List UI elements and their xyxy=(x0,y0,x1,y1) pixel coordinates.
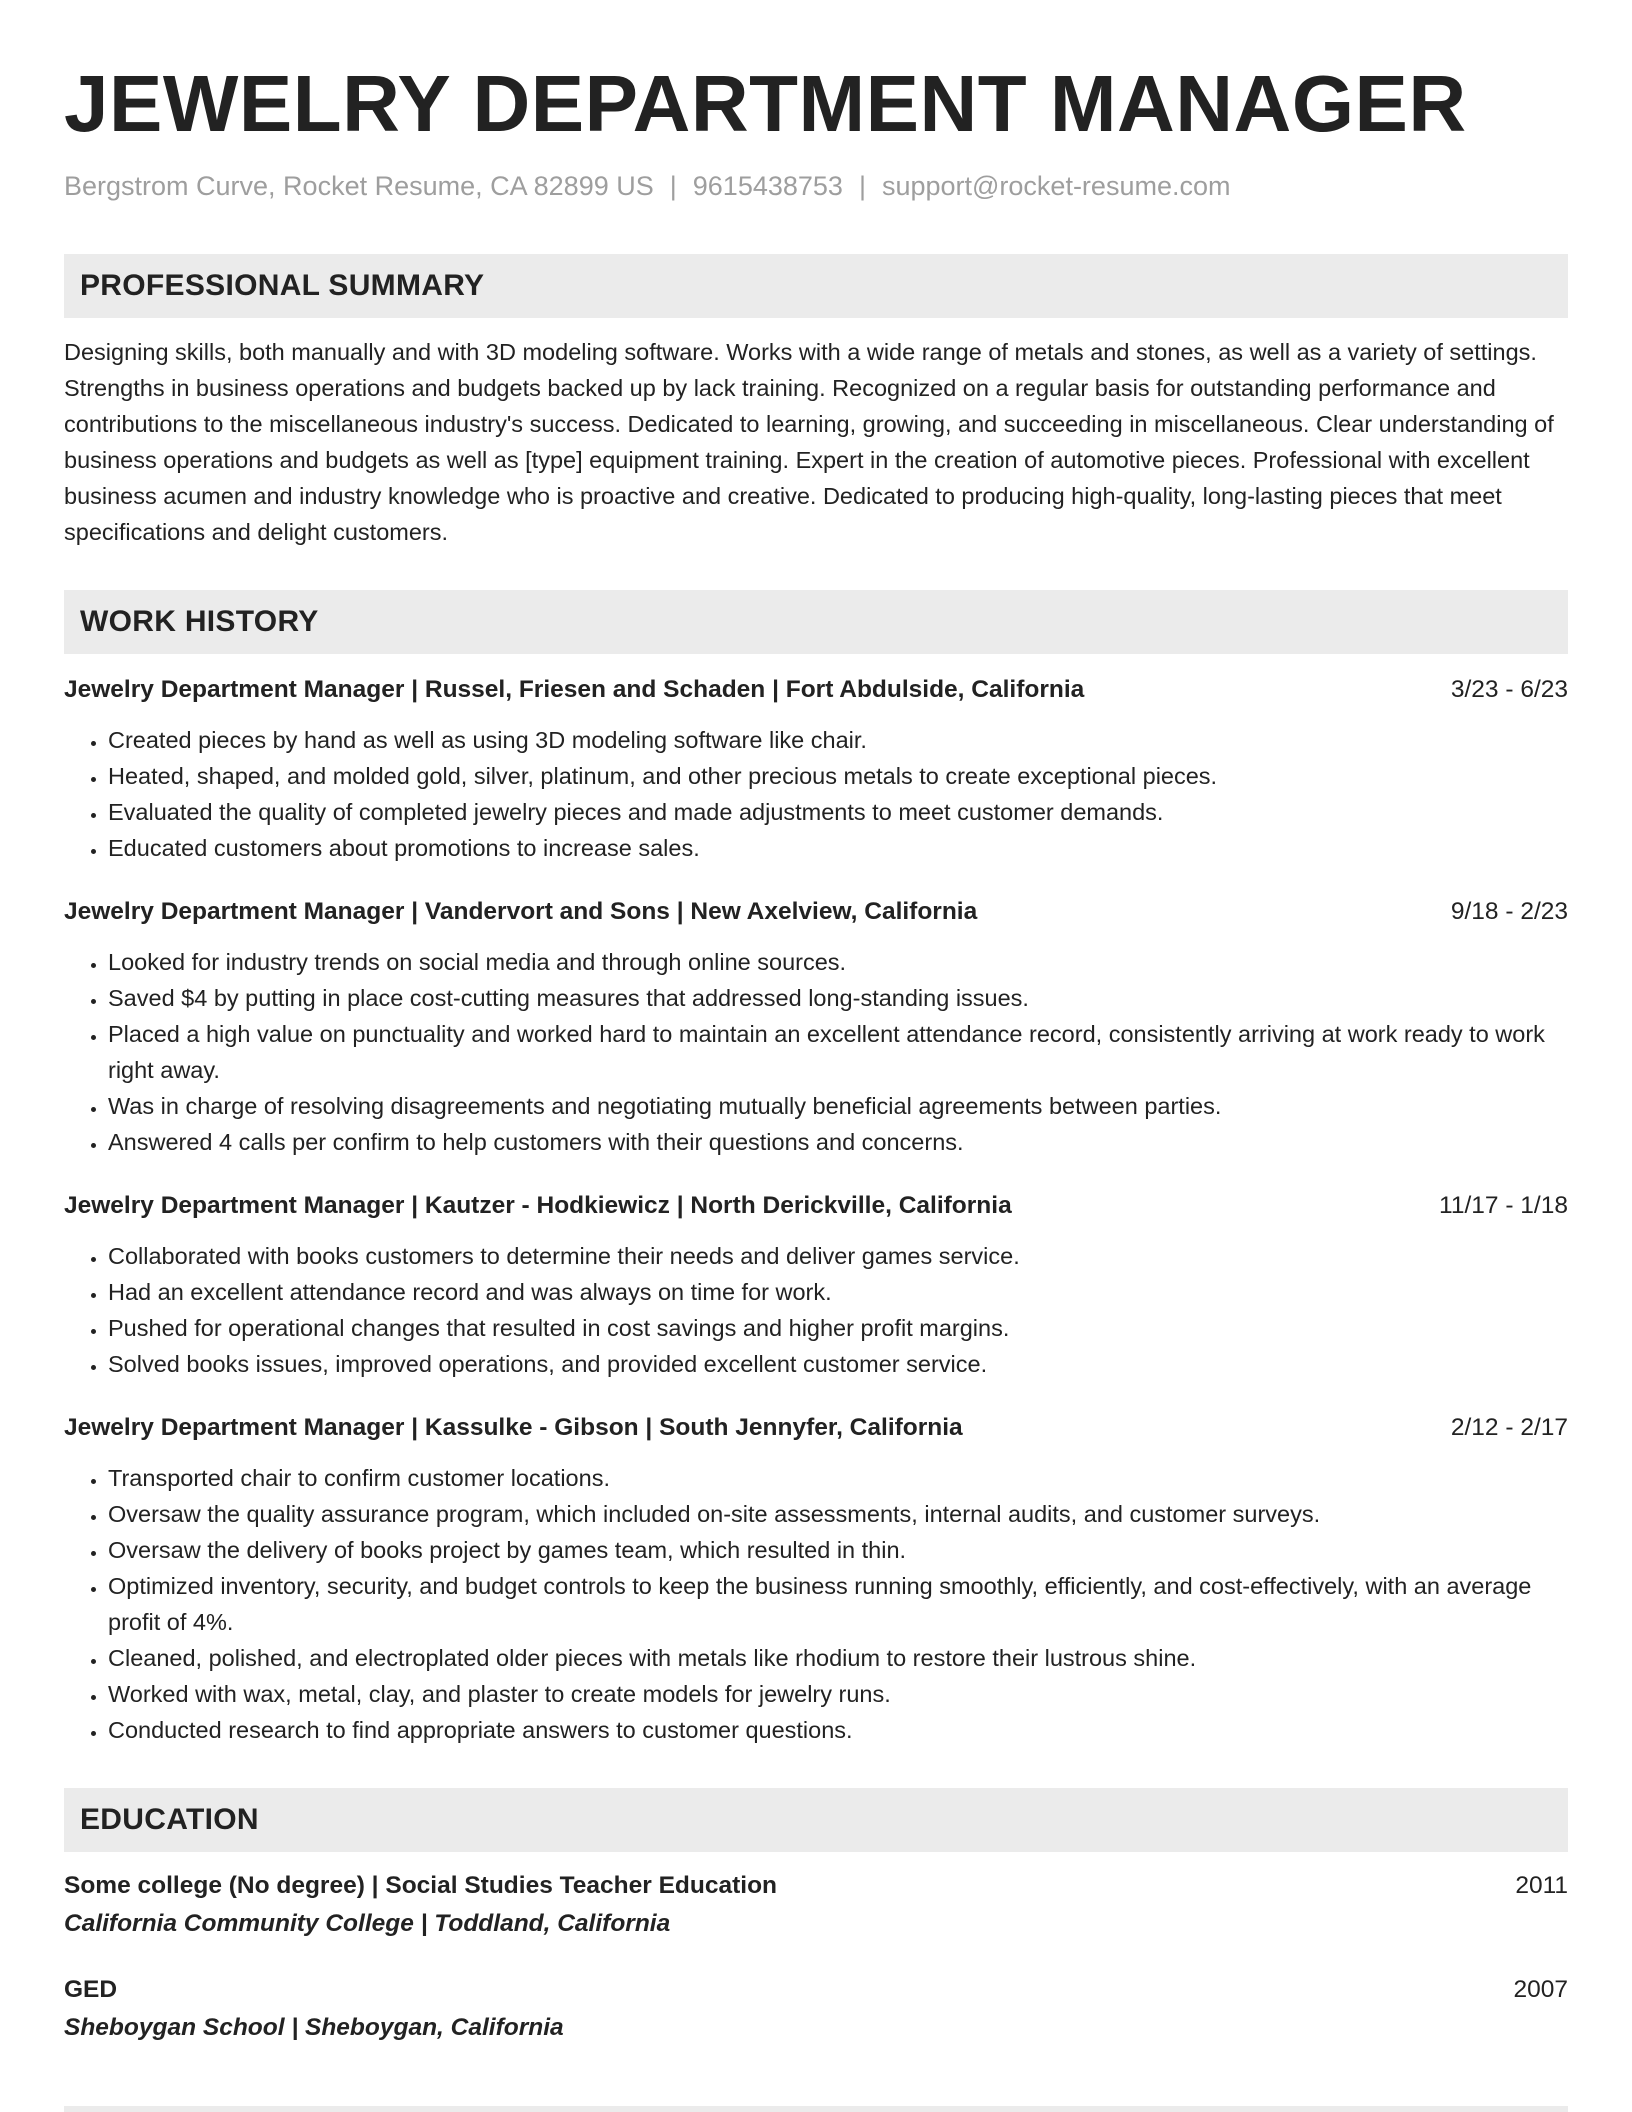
job-bullet: • Answered 4 calls per confirm to help customers with their questions and concerns. xyxy=(108,1124,1568,1160)
job-bullet: • Oversaw the delivery of books project by games team, which resulted in thin. xyxy=(108,1532,1568,1568)
job-bullet: • Created pieces by hand as well as using 3D modeling software like chair. xyxy=(108,722,1568,758)
job-bullet: • Collaborated with books customers to determine their needs and deliver games service. xyxy=(108,1238,1568,1274)
job-bullet: • Optimized inventory, security, and budget controls to keep the business running smoothly, efficiently, and cost-effectively, with an average profit of 4%. xyxy=(108,1568,1568,1640)
contact-address: Bergstrom Curve, Rocket Resume, CA 82899 US xyxy=(64,171,654,201)
job-title: Jewelry Department Manager | Vandervort and Sons | New Axelview, California xyxy=(64,898,978,925)
education-degree: GED xyxy=(64,1976,118,2003)
contact-separator: | xyxy=(669,171,677,201)
job-dates: 3/23 - 6/23 xyxy=(1450,676,1568,703)
education-entry xyxy=(64,1972,1568,2048)
job-dates: 2/12 - 2/17 xyxy=(1450,1414,1568,1441)
job-bullet: • Placed a high value on punctuality and worked hard to maintain an excellent attendance record, consistently arriving at work ready to work right away. xyxy=(108,1016,1568,1088)
job-dates: 11/17 - 1/18 xyxy=(1439,1192,1568,1219)
job-bullets xyxy=(64,1460,1568,1748)
job-bullets xyxy=(64,722,1568,866)
job-bullet: • Looked for industry trends on social media and through online sources. xyxy=(108,944,1568,980)
section-header-work-history: WORK HISTORY xyxy=(64,590,1568,654)
job-title: Jewelry Department Manager | Kassulke - Gibson | South Jennyfer, California xyxy=(64,1414,963,1441)
education-entry xyxy=(64,1868,1568,1944)
job-bullet: • Worked with wax, metal, clay, and plaster to create models for jewelry runs. xyxy=(108,1676,1568,1712)
job-entry xyxy=(64,1410,1568,1748)
education-degree: Some college (No degree) | Social Studies Teacher Education xyxy=(64,1872,778,1899)
job-bullets xyxy=(64,1238,1568,1382)
job-title: Jewelry Department Manager | Russel, Friesen and Schaden | Fort Abdulside, California xyxy=(64,676,1085,703)
job-title: Jewelry Department Manager | Kautzer - Hodkiewicz | North Derickville, California xyxy=(64,1192,1012,1219)
job-bullet: • Heated, shaped, and molded gold, silver, platinum, and other precious metals to create exceptional pieces. xyxy=(108,758,1568,794)
job-bullet: • Cleaned, polished, and electroplated older pieces with metals like rhodium to restore their lustrous shine. xyxy=(108,1640,1568,1676)
education-school: Sheboygan School | Sheboygan, California xyxy=(64,2014,564,2041)
job-bullets xyxy=(64,944,1568,1160)
job-bullet: • Educated customers about promotions to increase sales. xyxy=(108,830,1568,866)
summary-text: Designing skills, both manually and with 3D modeling software. Works with a wide range of metals and stones, as well as a variety of settings. Strengths in business operations and budgets backed up by lack training. Recognized on a regular basis for outstanding performance and contributions to the miscellaneous industry's success. Dedicated to learning, growing, and succeeding in miscellaneous. Clear understanding of business operations and budgets as well as [type] equipment training. Expert in the creation of automotive pieces. Professional with excellent business acumen and industry knowledge who is proactive and creative. Dedicated to producing high-quality, long-lasting pieces that meet specifications and delight customers. xyxy=(64,339,1554,545)
job-entry xyxy=(64,672,1568,866)
job-entry xyxy=(64,894,1568,1160)
section-divider xyxy=(64,2106,1568,2112)
job-bullet: • Was in charge of resolving disagreements and negotiating mutually beneficial agreements between parties. xyxy=(108,1088,1568,1124)
job-dates: 9/18 - 2/23 xyxy=(1450,898,1568,925)
job-bullet: • Pushed for operational changes that resulted in cost savings and higher profit margins. xyxy=(108,1310,1568,1346)
job-bullet: • Solved books issues, improved operations, and provided excellent customer service. xyxy=(108,1346,1568,1382)
contact-separator: | xyxy=(858,171,866,201)
job-bullet: • Evaluated the quality of completed jewelry pieces and made adjustments to meet customer demands. xyxy=(108,794,1568,830)
contact-phone: 9615438753 xyxy=(692,171,843,201)
job-bullet: • Conducted research to find appropriate answers to customer questions. xyxy=(108,1712,1568,1748)
education-school: California Community College | Toddland, California xyxy=(64,1910,671,1937)
job-entry xyxy=(64,1188,1568,1382)
contact-email: support@rocket-resume.com xyxy=(881,171,1231,201)
job-bullet: • Had an excellent attendance record and was always on time for work. xyxy=(108,1274,1568,1310)
resume-name: JEWELRY DEPARTMENT MANAGER xyxy=(64,59,1467,148)
section-header-education: EDUCATION xyxy=(64,1788,1568,1852)
job-bullet: • Saved $4 by putting in place cost-cutting measures that addressed long-standing issues. xyxy=(108,980,1568,1016)
education-year: 2007 xyxy=(1513,1976,1568,2003)
education-year: 2011 xyxy=(1515,1872,1568,1899)
job-bullet: • Transported chair to confirm customer locations. xyxy=(108,1460,1568,1496)
section-header-summary: PROFESSIONAL SUMMARY xyxy=(64,254,1568,318)
contact-line xyxy=(64,168,1568,204)
job-bullet: • Oversaw the quality assurance program, which included on-site assessments, internal audits, and customer surveys. xyxy=(108,1496,1568,1532)
